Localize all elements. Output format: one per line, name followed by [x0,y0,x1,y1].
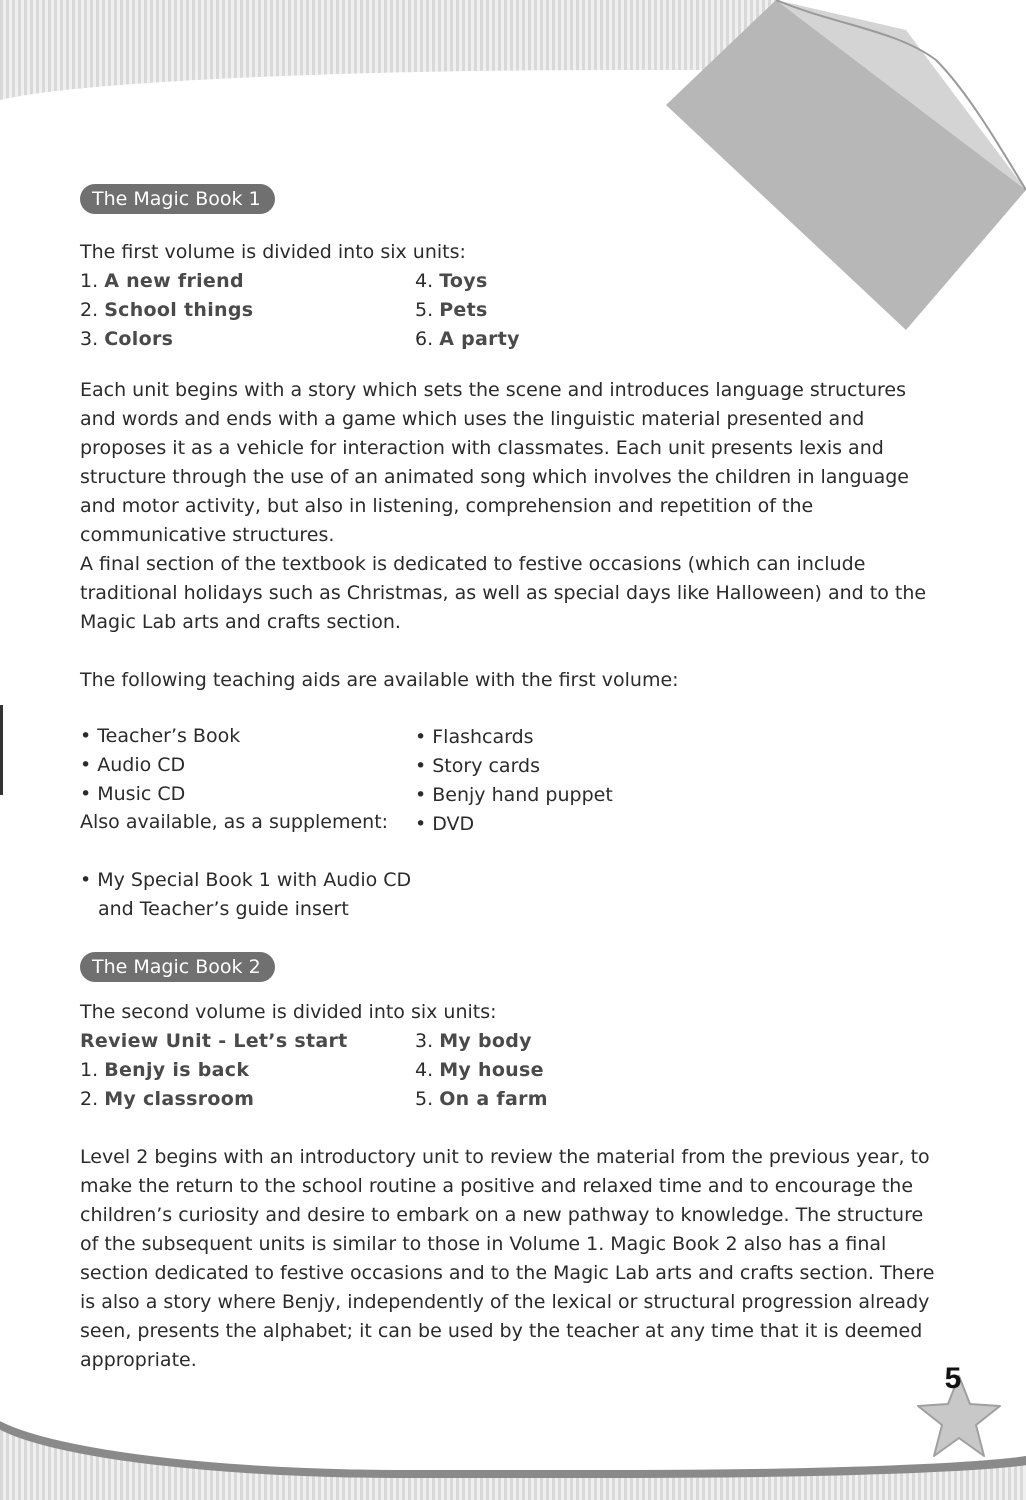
unit-title: School things [104,299,254,321]
book2-paragraph: Level 2 begins with an introductory unit to review the material from the previous year, to make the return to the school routine a positive and relaxed time and to encourage the children’s curiosity and desire to embark on a new pathway to knowledge. The structure of the subsequent units is similar to those in Volume 1. Magic Book 2 also has a final section dedicated to festive occasions and to the Magic Lab arts and crafts section. There is also a story where Benjy, independently of the lexical or structural progression already seen, presents the alphabet; it can be used by the teacher at any time that it is deemed appropriate. [80,1146,935,1371]
binding-mark [0,705,3,795]
book1-units-right [415,267,715,354]
book1-units-left [80,267,415,354]
list-item: • Music CD [80,783,186,805]
supplement-intro: Also available, as a supplement: [80,811,389,833]
teaching-aids-intro: The following teaching aids are available with the first volume: [80,669,679,691]
unit-number: 4. [415,270,434,292]
unit-title: My house [439,1059,544,1081]
section-heading-book2: The Magic Book 2 [80,952,275,982]
unit-item [80,296,415,325]
unit-item [80,1085,415,1114]
page-number: 5 [944,1362,962,1395]
unit-item [415,1085,715,1114]
unit-title: A party [439,328,520,350]
unit-item [415,296,715,325]
book2-unit-list [80,1027,940,1114]
book1-paragraph-2: A final section of the textbook is dedicated to festive occasions (which can include traditional holidays such as Christmas, as well as special days like Halloween) and to the Magic Lab arts and crafts section. [80,553,927,633]
supplement-item: • My Special Book 1 with Audio CD [80,869,412,891]
unit-item [80,325,415,354]
unit-number: 5. [415,1088,434,1110]
unit-title: On a farm [439,1088,548,1110]
list-item: • DVD [415,813,475,835]
list-item: • Audio CD [80,754,186,776]
unit-item [415,1056,715,1085]
unit-number: 4. [415,1059,434,1081]
unit-item [415,267,715,296]
unit-item [415,1027,715,1056]
unit-number: 6. [415,328,434,350]
section-heading-book1: The Magic Book 1 [80,184,275,214]
unit-number: 1. [80,1059,99,1081]
book1-unit-list [80,267,940,354]
unit-number: 1. [80,270,99,292]
book2-units-right [415,1027,715,1114]
list-item: • Benjy hand puppet [415,784,613,806]
unit-title: Benjy is back [104,1059,250,1081]
book1-intro: The first volume is divided into six units: [80,241,466,263]
unit-title: Pets [439,299,488,321]
teaching-aids-right [415,722,715,839]
unit-title: My body [439,1030,532,1052]
unit-number: 5. [415,299,434,321]
unit-item [415,325,715,354]
unit-title: My classroom [104,1088,255,1110]
unit-item [80,267,415,296]
unit-item [80,1027,415,1056]
unit-number: 2. [80,1088,99,1110]
list-item: • Flashcards [415,726,534,748]
list-item: • Story cards [415,755,541,777]
unit-title: Review Unit - Let’s start [80,1030,348,1052]
page-curl-bottom [0,1380,1026,1470]
unit-title: A new friend [104,270,244,292]
supplement-item-continued: and Teacher’s guide insert [98,898,349,920]
list-item: • Teacher’s Book [80,725,241,747]
book2-intro: The second volume is divided into six units: [80,1001,497,1023]
book1-paragraph-1: Each unit begins with a story which sets the scene and introduces language structures and words and ends with a game which uses the linguistic material presented and proposes it as a vehicle for interaction with classmates. Each unit presents lexis and structure through the use of an animated song which involves the children in language and motor activity, but also in listening, comprehension and repetition of the communicative structures. [80,379,909,546]
unit-title: Colors [104,328,174,350]
unit-number: 2. [80,299,99,321]
unit-number: 3. [80,328,99,350]
book2-units-left [80,1027,415,1114]
unit-number: 3. [415,1030,434,1052]
page-content [80,184,940,1375]
unit-item [80,1056,415,1085]
unit-title: Toys [439,270,488,292]
